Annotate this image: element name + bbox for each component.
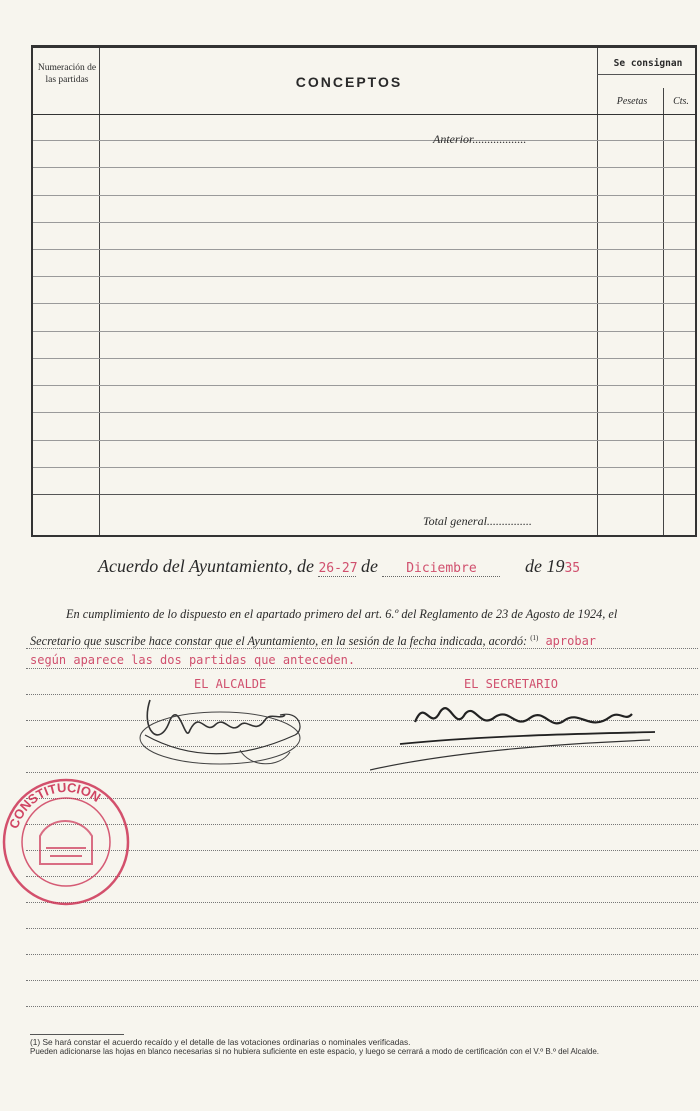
header-se-consignan: Se consignan [613,58,683,69]
ledger-table [31,45,697,537]
acuerdo-de-19: de 19 [524,556,565,576]
ledger-row-line [33,467,695,468]
anterior-label: Anterior.................. [433,132,527,146]
dotted-rule [26,928,698,929]
alcalde-title: EL ALCALDE [194,677,267,691]
ledger-row-line [33,440,695,441]
dotted-rule [26,980,698,981]
ledger-row-line [33,303,695,304]
ledger-row-line [33,249,695,250]
secretario-title: EL SECRETARIO [464,677,558,691]
alcalde-signature [130,690,320,770]
ledger-row-line [33,331,695,332]
body-line-2 [30,630,696,649]
ledger-row-line [33,358,695,359]
ledger-row-line [33,195,695,196]
body-line-3 [30,652,696,668]
ledger-row-line [33,222,695,223]
total-divider [33,494,695,495]
acuerdo-year: 35 [564,561,581,576]
footnote-1: (1) Se hará constar el acuerdo recaído y el detalle de las votaciones ordinarias o nominales verificadas. [30,1037,411,1047]
header-pesetas: Pesetas [616,96,648,107]
acuerdo-prefix: Acuerdo del Ayuntamiento, de [98,556,314,576]
ledger-row-line [33,167,695,168]
column-divider [99,48,100,535]
footnote-rule [30,1034,124,1035]
header-divider [597,74,695,75]
footnote-2: Pueden adicionarse las hojas en blanco necesarias si no hubiera suficiente en este espacio, y luego se cerrará a modo de certificación con el V.º B.º del Alcalde. [30,1047,600,1056]
body-line-2-text: Secretario que suscribe hace constar que el Ayuntamiento, en la sesión de la fecha indicada, acordó: [30,634,528,649]
dotted-rule [26,668,698,669]
seal-text: CONSTITUCION [6,779,104,831]
header-divider [33,114,695,115]
ledger-row-line [33,276,695,277]
acuerdo-line [98,556,592,577]
column-divider [597,48,598,535]
note-ref: (1) [530,634,539,642]
total-general-label: Total general............... [423,514,532,528]
dotted-rule [26,954,698,955]
acuerdo-day: 26-27 [318,561,358,576]
ledger-row-line [33,412,695,413]
typed-decision-2: según aparece las dos partidas que anteceden. [30,653,356,667]
dotted-rule [26,648,698,649]
header-conceptos: CONCEPTOS [295,74,403,90]
typed-decision-1: aprobar [545,634,597,649]
municipal-seal [0,776,132,908]
header-cts: Cts. [673,96,689,107]
acuerdo-de: de [360,556,378,576]
dotted-rule [26,1006,698,1007]
acuerdo-month: Diciembre [382,561,500,577]
header-numeracion: Numeración de las partidas [37,63,97,85]
ledger-row-line [33,385,695,386]
secretario-signature [370,692,660,774]
body-line-1: En cumplimiento de lo dispuesto en el apartado primero del art. 6.º del Reglamento de 23 de Agosto de 1924, el [66,607,618,621]
